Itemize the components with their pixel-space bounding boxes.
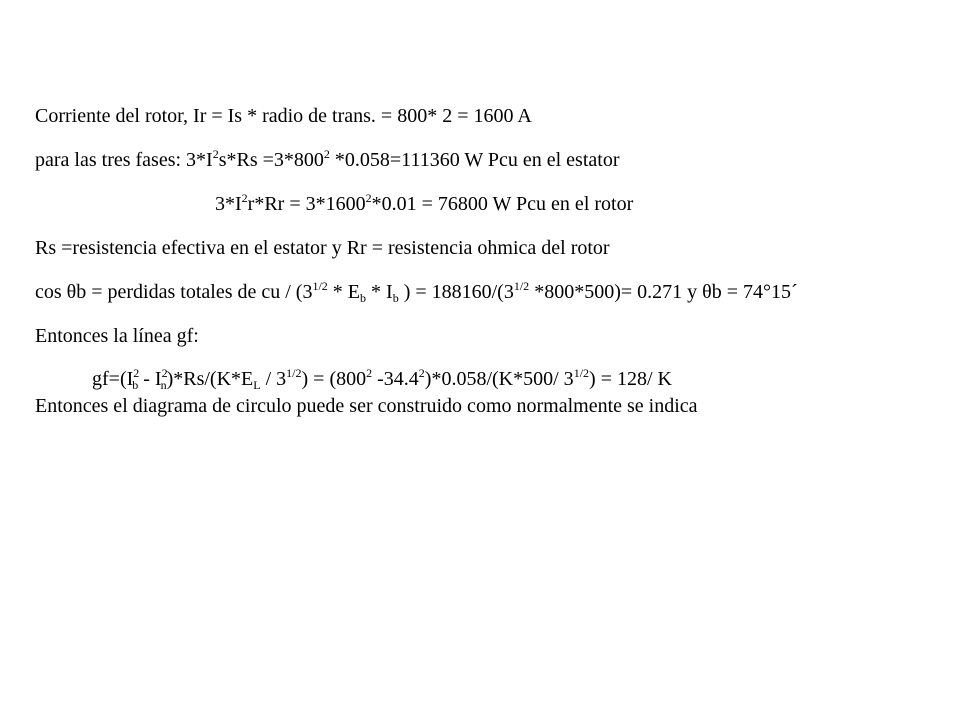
gf-formula-line bbox=[92, 367, 672, 391]
text-segment: gf=(I bbox=[92, 368, 134, 390]
superscript: 2 bbox=[418, 366, 425, 380]
subscript: L bbox=[253, 378, 261, 392]
subscript: n bbox=[160, 378, 167, 392]
subscript: b bbox=[392, 291, 399, 305]
text-segment: 3*I bbox=[215, 193, 242, 215]
superscript: 2 bbox=[133, 366, 140, 380]
text-segment: *800*500)= 0.271 y θb = 74°15´ bbox=[529, 281, 798, 303]
text-segment: cos θb = perdidas totales de cu / (3 bbox=[35, 281, 313, 303]
text-segment: *0.01 = 76800 W Pcu en el rotor bbox=[371, 193, 634, 215]
superscript: 2 bbox=[366, 366, 373, 380]
superscript: 1/2 bbox=[312, 279, 328, 293]
text-segment: / 3 bbox=[260, 368, 287, 390]
resistance-definition-text: Rs =resistencia efectiva en el estator y Rr = resistencia ohmica del rotor bbox=[35, 237, 610, 259]
rotor-current-line bbox=[35, 104, 532, 128]
superscript: 2 bbox=[212, 147, 219, 161]
stator-copper-loss-line bbox=[35, 148, 619, 172]
text-segment: s*Rs =3*800 bbox=[218, 149, 324, 171]
superscript: 1/2 bbox=[513, 279, 530, 293]
text-segment: ) = (800 bbox=[301, 368, 367, 390]
text-segment: - I bbox=[138, 368, 162, 390]
gf-line-heading-text: Entonces la línea gf: bbox=[35, 325, 199, 347]
superscript: 2 bbox=[323, 147, 330, 161]
text-segment: r*Rr = 3*1600 bbox=[247, 193, 366, 215]
subscript: b bbox=[132, 378, 139, 392]
power-factor-line bbox=[35, 280, 798, 304]
text-segment: * I bbox=[366, 281, 393, 303]
superscript: 2 bbox=[161, 366, 168, 380]
text-segment: -34.4 bbox=[372, 368, 419, 390]
text-segment: * E bbox=[327, 281, 361, 303]
superscript: 2 bbox=[365, 191, 372, 205]
text-segment: )*0.058/(K*500/ 3 bbox=[424, 368, 574, 390]
rotor-copper-loss-line bbox=[215, 192, 633, 216]
text-segment: *0.058=111360 W Pcu en el estator bbox=[329, 149, 620, 171]
text-segment: ) = 128/ K bbox=[589, 368, 672, 390]
text-segment: ) = 188160/(3 bbox=[398, 281, 514, 303]
superscript: 1/2 bbox=[573, 366, 590, 380]
circle-diagram-line bbox=[35, 394, 698, 418]
rotor-current-text: Corriente del rotor, Ir = Is * radio de trans. = 800* 2 = 1600 A bbox=[35, 105, 532, 127]
superscript: 1/2 bbox=[286, 366, 302, 380]
text-segment: para las tres fases: 3*I bbox=[35, 149, 213, 171]
subscript: b bbox=[360, 291, 367, 305]
text-segment: )*Rs/(K*E bbox=[166, 368, 254, 390]
circle-diagram-text: Entonces el diagrama de circulo puede ser construido como normalmente se indica bbox=[35, 395, 698, 417]
gf-line-heading bbox=[35, 324, 199, 348]
resistance-definition-line bbox=[35, 236, 610, 260]
superscript: 2 bbox=[241, 191, 248, 205]
